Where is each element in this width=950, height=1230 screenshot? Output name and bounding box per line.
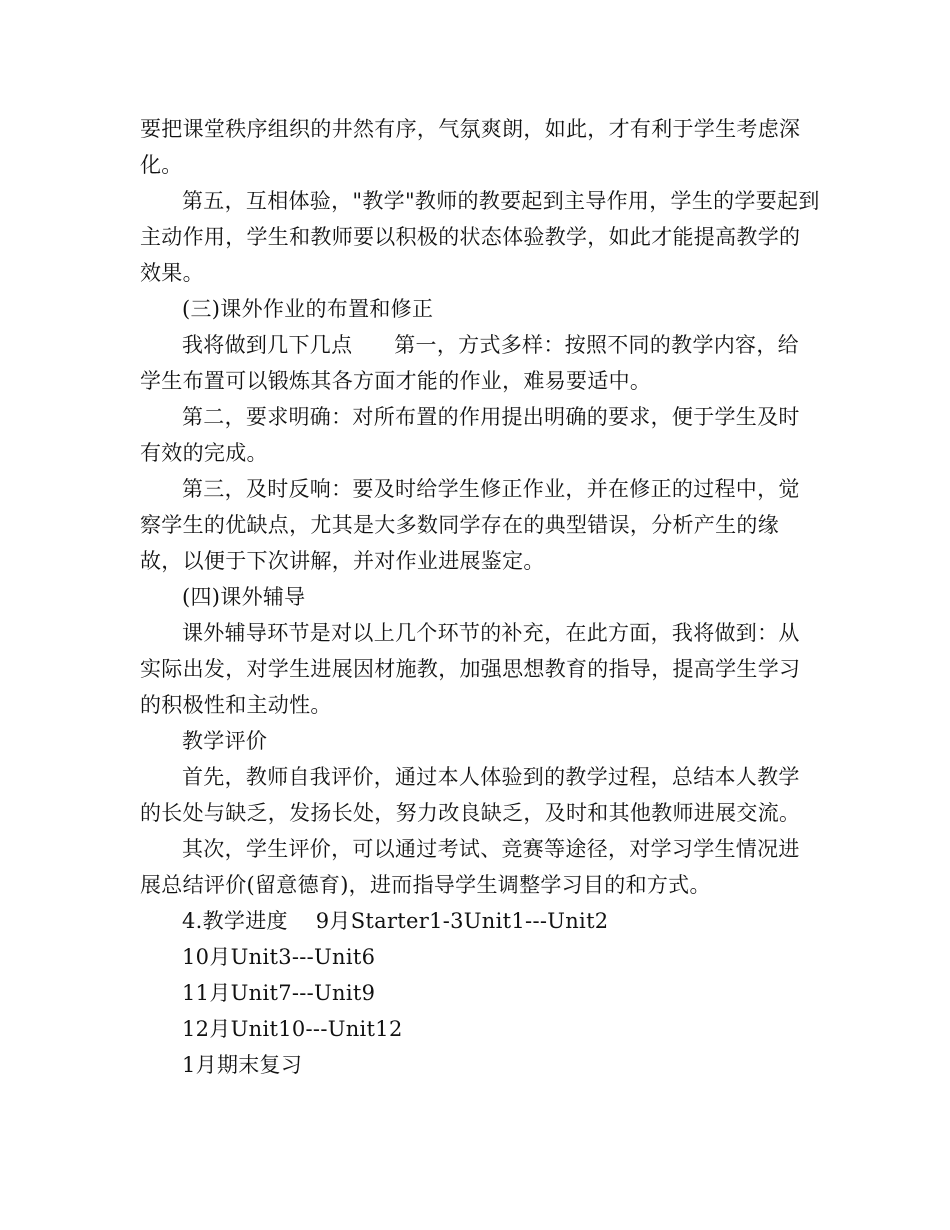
schedule-line: 11月Unit7---Unit9 [182, 981, 376, 1005]
paragraph: 要把课堂秩序组织的井然有序，气氛爽朗，如此，才有利于学生考虑深化。 [140, 117, 801, 177]
paragraph: 课外辅导环节是对以上几个环节的补充，在此方面，我将做到：从实际出发，对学生进展因材施教，加强思想教育的指导，提高学生学习的积极性和主动性。 [140, 621, 801, 717]
paragraph: 第五，互相体验，"教学"教师的教要起到主导作用，学生的学要起到主动作用，学生和教师要以积极的状态体验教学，如此才能提高教学的效果。 [140, 189, 820, 285]
schedule-line: 12月Unit10---Unit12 [182, 1017, 403, 1041]
section-heading: (四)课外辅导 [182, 585, 306, 609]
paragraph: 第三，及时反响：要及时给学生修正作业，并在修正的过程中，觉察学生的优缺点，尤其是大多数同学存在的典型错误，分析产生的缘故，以便于下次讲解，并对作业进展鉴定。 [140, 477, 800, 573]
schedule-line: 1月期末复习 [182, 1053, 303, 1077]
section-heading: 教学评价 [182, 729, 268, 753]
schedule-line: 10月Unit3---Unit6 [182, 945, 376, 969]
schedule-line: 4.教学进度 9月Starter1-3Unit1---Unit2 [182, 909, 609, 933]
paragraph: 其次，学生评价，可以通过考试、竞赛等途径，对学习学生情况进展总结评价(留意德育)，进而指导学生调整学习目的和方式。 [140, 837, 800, 897]
paragraph: 首先，教师自我评价，通过本人体验到的教学过程，总结本人教学的长处与缺乏，发扬长处，努力改良缺乏，及时和其他教师进展交流。 [140, 765, 801, 825]
paragraph: 第二，要求明确：对所布置的作用提出明确的要求，便于学生及时有效的完成。 [140, 405, 800, 465]
section-heading: (三)课外作业的布置和修正 [182, 297, 434, 321]
paragraph: 我将做到几下几点 第一，方式多样：按照不同的教学内容，给学生布置可以锻炼其各方面才能的作业，难易要适中。 [140, 333, 799, 393]
